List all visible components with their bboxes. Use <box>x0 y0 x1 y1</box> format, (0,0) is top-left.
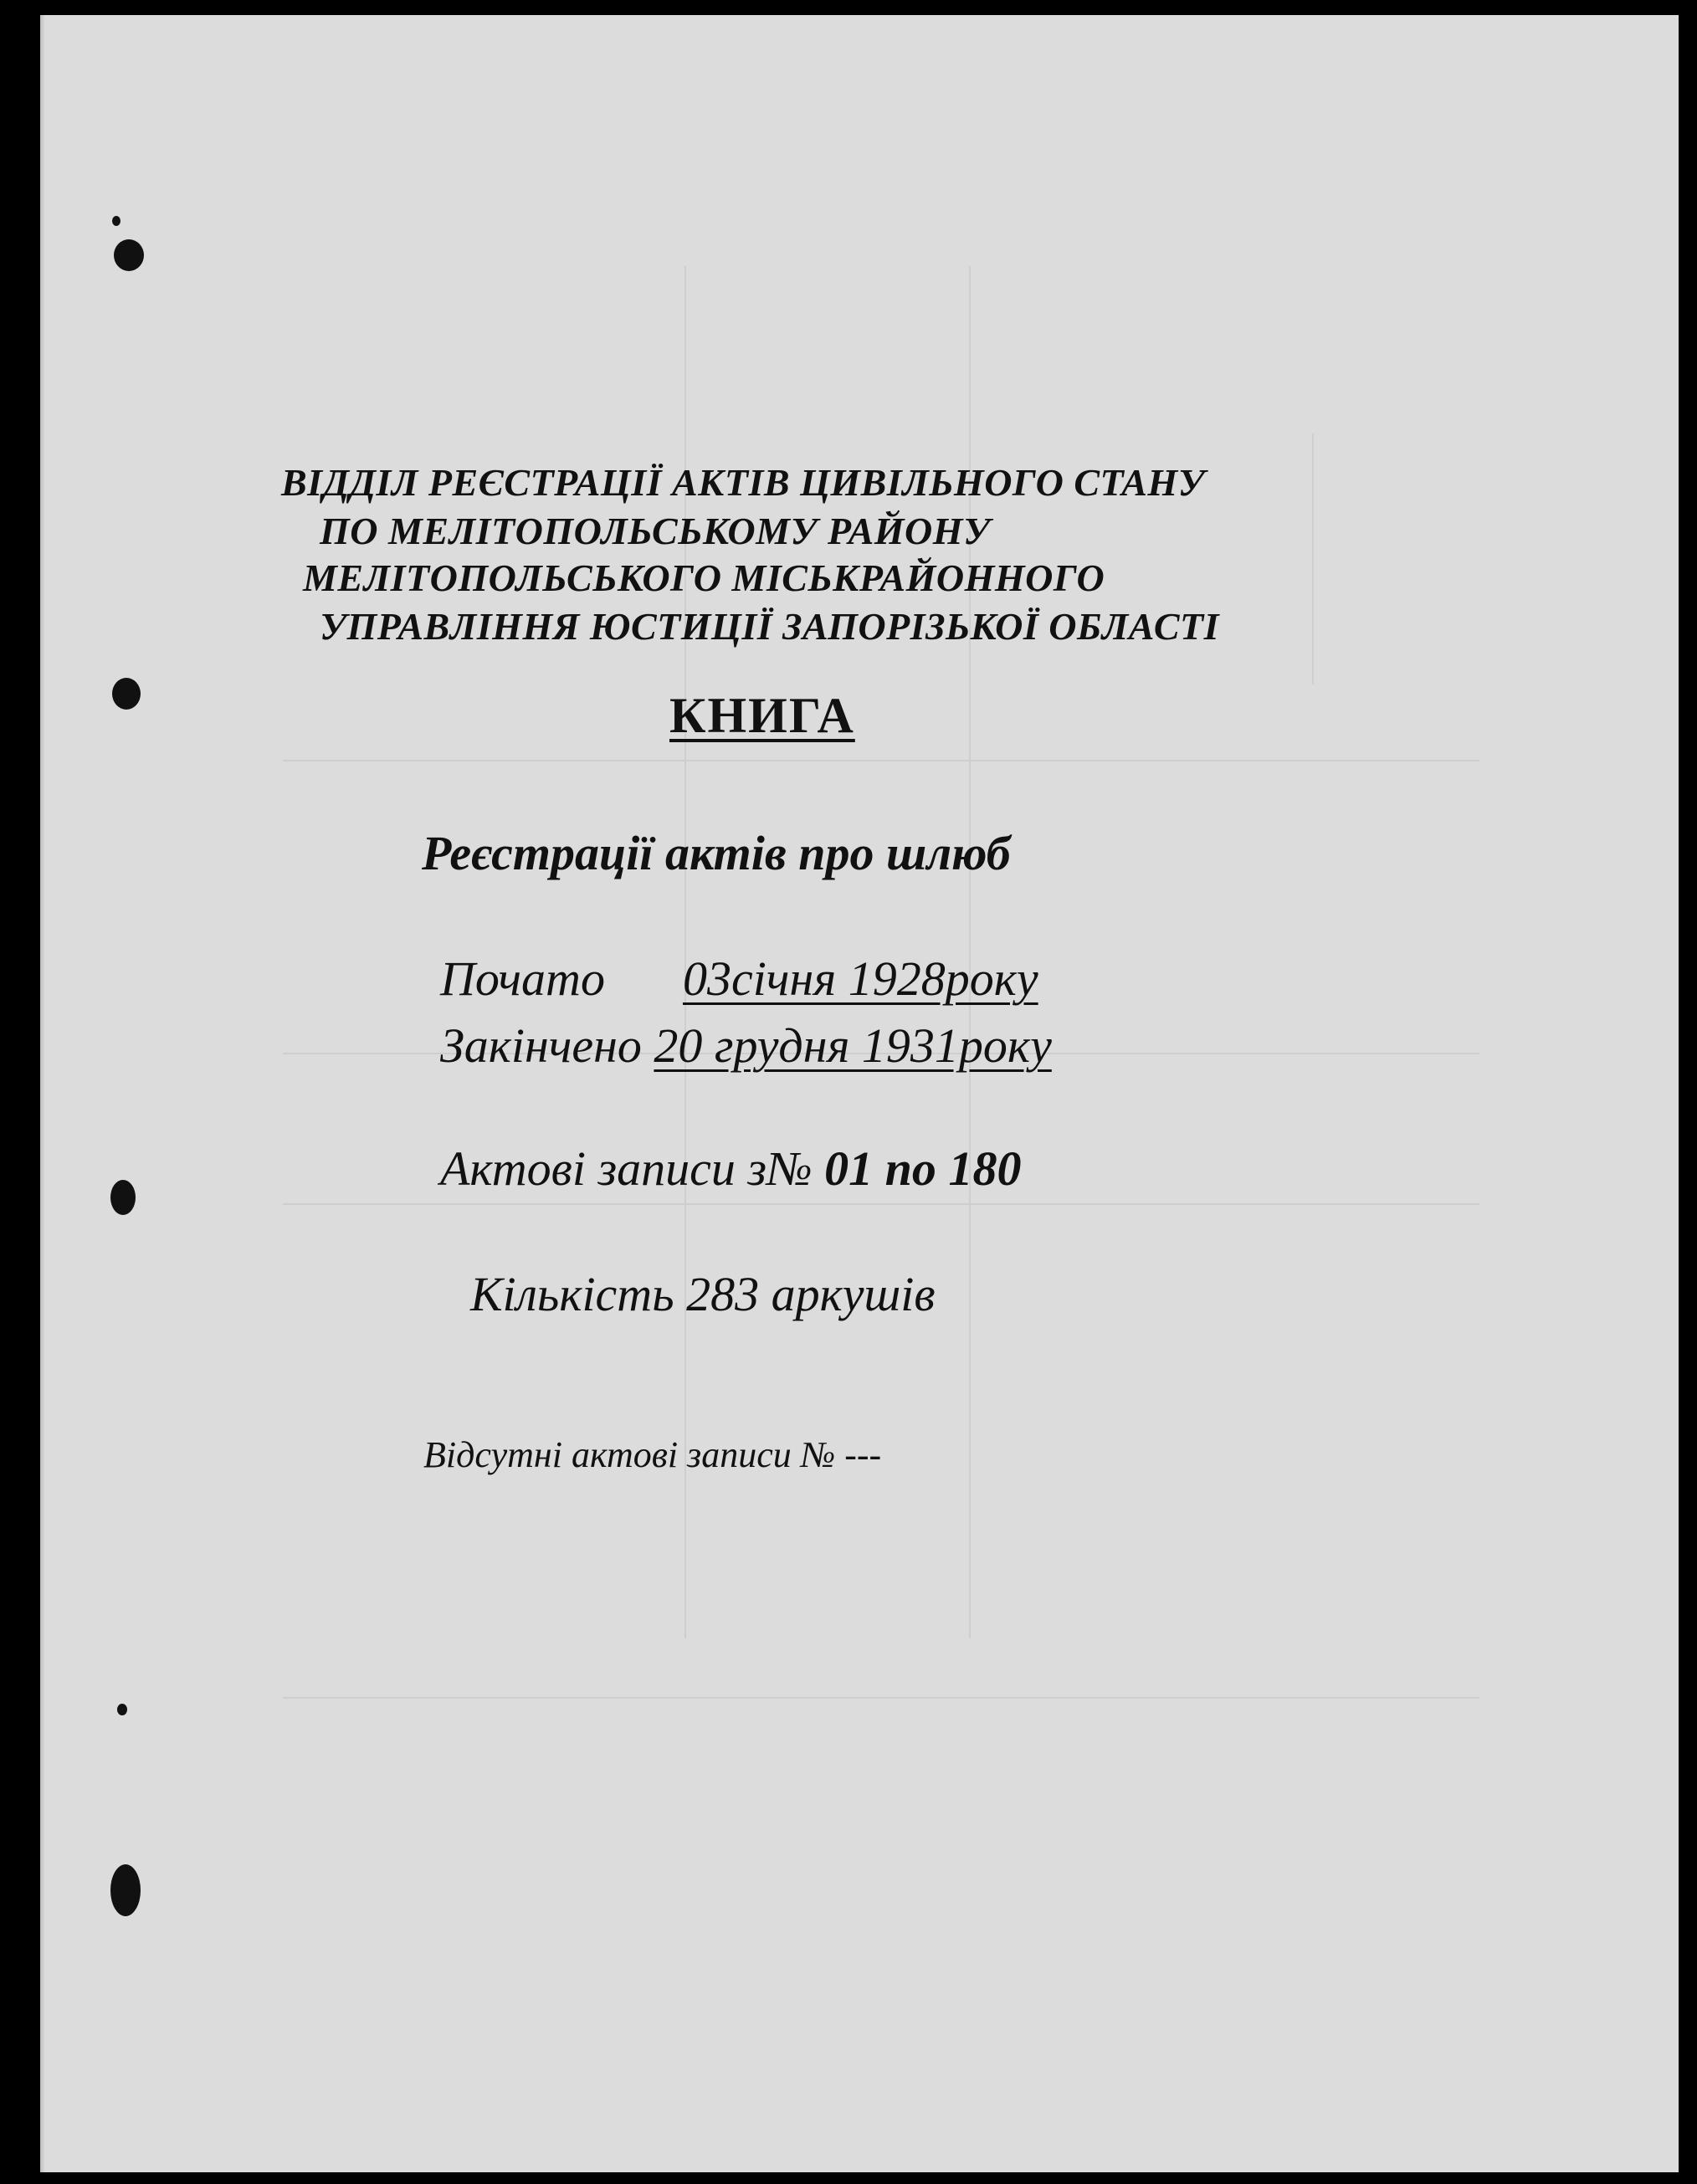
bleed-through-rule <box>283 1697 1479 1699</box>
records-separator: по <box>884 1141 936 1196</box>
bleed-through-rule <box>1312 433 1314 684</box>
binder-hole <box>110 1180 136 1215</box>
records-from: 01 <box>824 1141 874 1196</box>
binder-hole <box>114 239 144 271</box>
document-subtitle: Реєстрації актів про шлюб <box>422 826 1011 880</box>
header-line-2: ПО МЕЛІТОПОЛЬСЬКОМУ РАЙОНУ <box>320 510 991 552</box>
binder-hole <box>110 1864 141 1916</box>
records-row <box>440 1141 1021 1197</box>
binder-hole <box>112 678 141 710</box>
started-row <box>440 951 1038 1007</box>
document-title: КНИГА <box>669 688 855 743</box>
started-date: 03січня 1928року <box>682 951 1038 1006</box>
records-label: Актові записи з№ <box>440 1141 813 1196</box>
records-to: 180 <box>948 1141 1022 1196</box>
bleed-through-rule <box>283 1203 1479 1205</box>
page-edge <box>40 15 45 2172</box>
binder-hole <box>117 1704 127 1715</box>
ended-row <box>440 1018 1052 1074</box>
missing-value: --- <box>844 1434 882 1475</box>
header-line-3: МЕЛІТОПОЛЬСЬКОГО МІСЬКРАЙОННОГО <box>303 556 1105 599</box>
sheets-label: Кількість <box>470 1267 674 1321</box>
bleed-through-rule <box>283 760 1479 761</box>
header-line-4: УПРАВЛІННЯ ЮСТИЦІЇ ЗАПОРІЗЬКОЇ ОБЛАСТІ <box>320 605 1220 648</box>
sheets-unit: аркушів <box>771 1267 936 1321</box>
document-page <box>40 15 1679 2172</box>
missing-records-row <box>423 1433 881 1476</box>
started-label: Почато <box>440 951 605 1006</box>
ended-label: Закінчено <box>440 1018 642 1073</box>
ended-date: 20 грудня 1931року <box>654 1018 1052 1073</box>
header-line-1: ВІДДІЛ РЕЄСТРАЦІЇ АКТІВ ЦИВІЛЬНОГО СТАНУ <box>281 461 1206 504</box>
sheets-row <box>470 1266 936 1322</box>
binder-hole <box>112 216 120 226</box>
missing-label: Відсутні актові записи № <box>423 1434 836 1475</box>
sheets-count: 283 <box>686 1267 760 1321</box>
